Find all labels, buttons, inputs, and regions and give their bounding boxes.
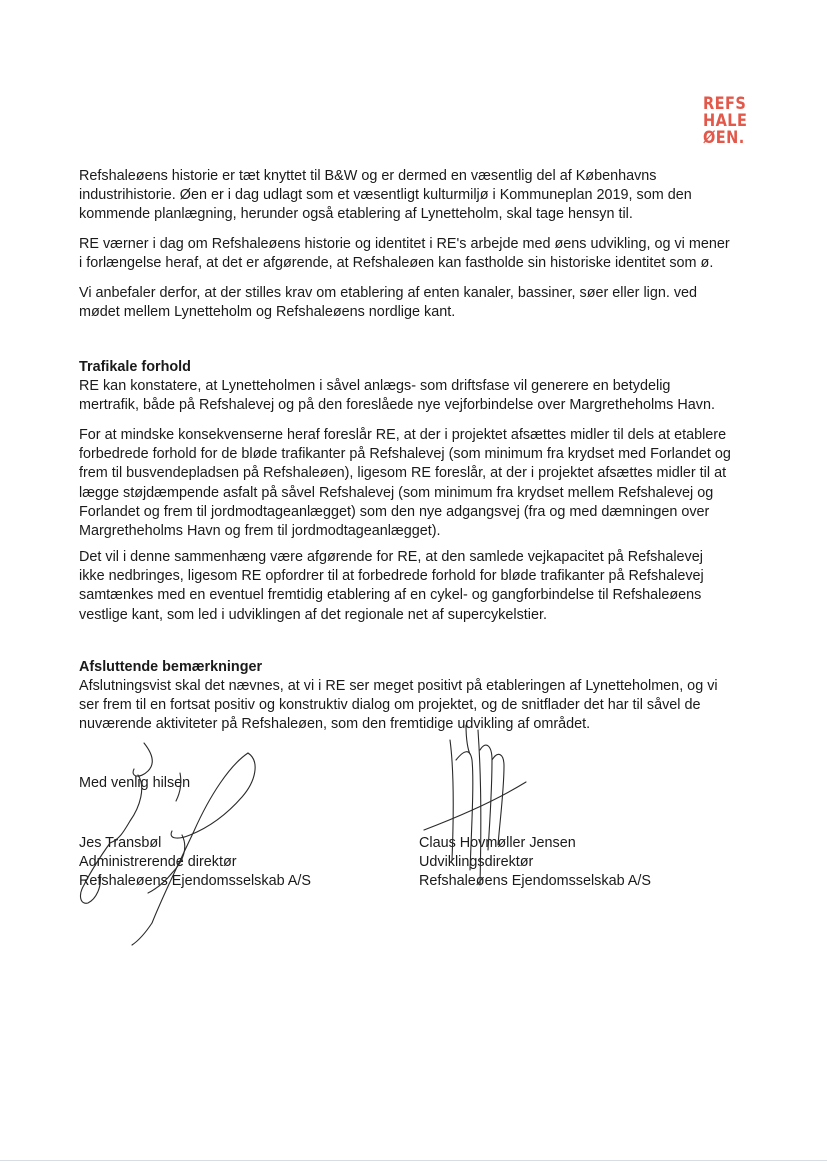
paragraph-traffic-intro: RE kan konstatere, at Lynetteholmen i såvel anlægs- som driftsfase vil generere en betydelig mertrafik, både på Refshalevej og på den foreslåede nye vejforbindelse over Margretheholms Havn.	[79, 378, 715, 414]
signer-right-company: Refshaleøens Ejendomsselskab A/S	[419, 873, 651, 889]
greeting	[79, 774, 190, 793]
signer-right-title: Udviklingsdirektør	[419, 854, 534, 870]
signer-right-name: Claus Hovmøller Jensen	[419, 835, 576, 851]
signer-right	[419, 834, 651, 891]
signer-left-company: Refshaleøens Ejendomsselskab A/S	[79, 873, 311, 889]
paragraph-recommendation: Vi anbefaler derfor, at der stilles krav om etablering af enten kanaler, bassiner, søer eller lign. ved mødet mellem Lynetteholm og Refshaleøens nordlige kant.	[79, 285, 698, 321]
heading-trafikale-forhold: Trafikale forhold	[79, 359, 191, 375]
logo-line-1: REFS	[703, 94, 747, 113]
greeting-text: Med venlig hilsen	[79, 775, 191, 791]
paragraph-history: Refshaleøens historie er tæt knyttet til B&W og er dermed en væsentlig del af Københavns industrihistorie. Øen er i dag udlagt som et væsentligt kulturmiljø i Kommuneplan 2019, som den kommende planlægning, herunder også etablering af Lynetteholm, skal tage hensyn til.	[79, 168, 692, 223]
signer-left-name: Jes Transbøl	[79, 835, 162, 851]
refshaleoeen-logo	[703, 95, 751, 146]
heading-afsluttende-bemaerkninger: Afsluttende bemærkninger	[79, 659, 263, 675]
signer-left	[79, 834, 311, 891]
signer-left-title: Administrerende direktør	[79, 854, 237, 870]
paragraph-road-capacity: Det vil i denne sammenhæng være afgørende for RE, at den samlede vejkapacitet på Refshalevej ikke nedbringes, ligesom RE opfordrer til at forbedrede forhold for bløde trafikanter på Refshalevej samtænkes med en eventuel fremtidig etablering af en cykel- og gangforbindelse til Refshaleøens vestlige kant, som led i udviklingen af det regionale net af supercykelstier.	[79, 549, 704, 623]
logo-line-2: HALE	[703, 111, 748, 130]
paragraph-identity: RE værner i dag om Refshaleøens historie og identitet i RE's arbejde med øens udvikling, og vi mener i forlængelse heraf, at det er afgørende, at Refshaleøen kan fastholde sin historiske identitet som ø.	[79, 236, 730, 272]
paragraph-traffic-measures: For at mindske konsekvenserne heraf foreslår RE, at der i projektet afsættes midler til dels at etablere forbedrede forhold for de bløde trafikanter på Refshalevej (som minimum fra krydset med Forlandet og frem til busvendepladsen på Refshaleøen), ligesom RE foreslår, at der i projektet afsættes midler til at lægge støjdæmpende asfalt på såvel Refshalevej (som minimum fra krydset mellem Refshalevej og Forlandet og frem til jordmodtageanlægget) som den nye adgangsvej (fra og med dæmningen over Margretheholms Havn og frem til jordmodtageanlægget).	[79, 427, 731, 540]
page-bottom-border	[0, 1160, 827, 1161]
logo-line-3: ØEN.	[703, 128, 745, 147]
paragraph-closing: Afslutningsvist skal det nævnes, at vi i RE ser meget positivt på etableringen af Lynetteholmen, og vi ser frem til en fortsat positiv og konstruktiv dialog om projektet, og de snitflader det har til såvel de nuværende aktiviteter på Refshaleøen, som den fremtidige udvikling af området.	[79, 678, 718, 733]
